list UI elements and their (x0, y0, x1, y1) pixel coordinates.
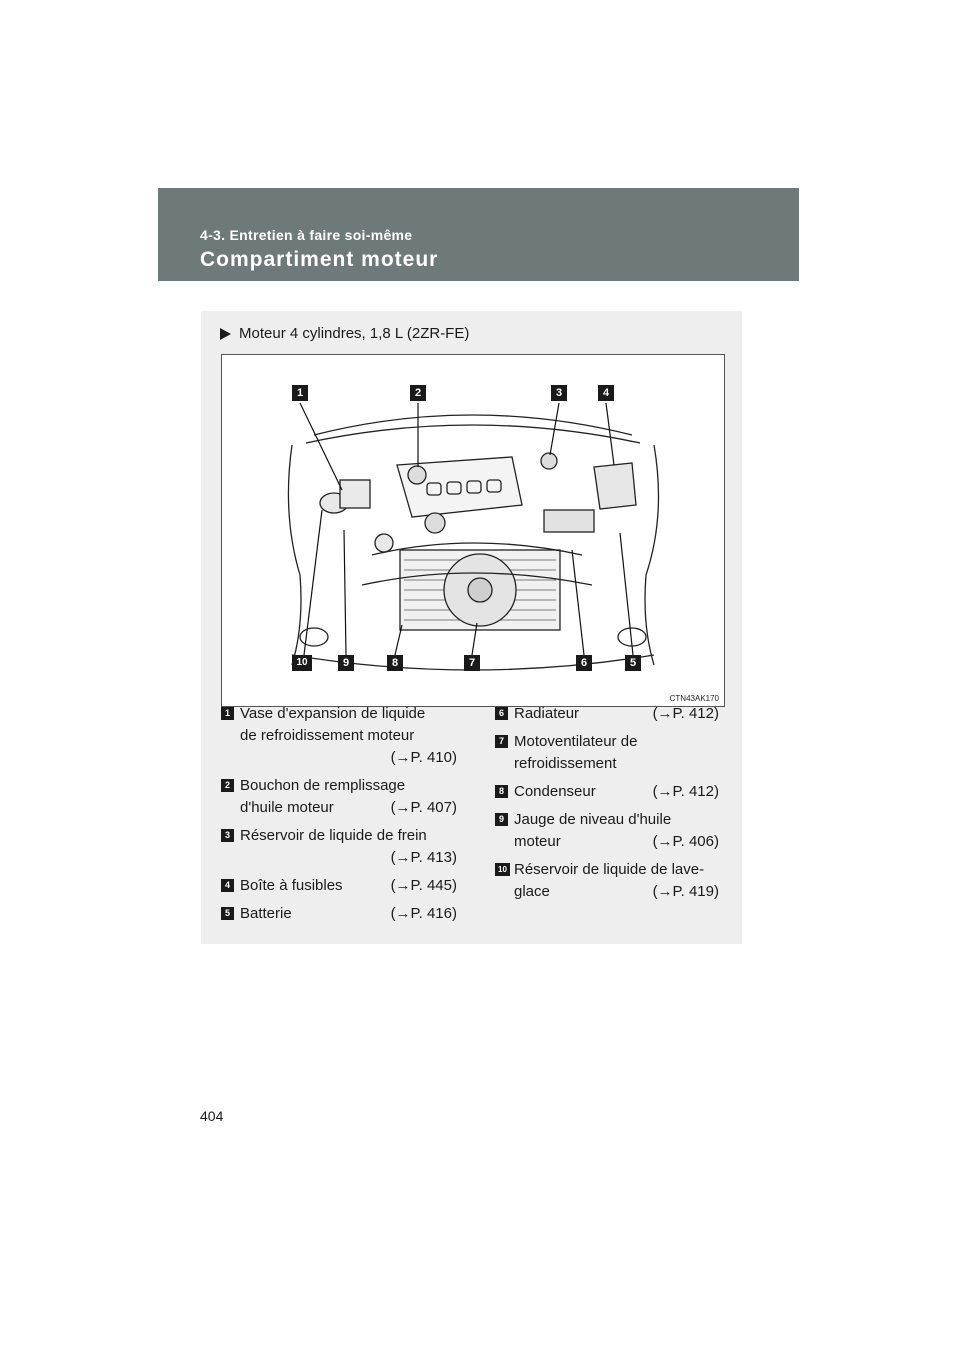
callout-7: 7 (464, 655, 480, 671)
page-reference: (→P. 416) (390, 905, 457, 922)
legend-item: 8 Condenseur (→P. 412) (495, 781, 719, 803)
engine-illustration (221, 354, 725, 707)
legend-item: 1 Vase d'expansion de liquide de refroidissement moteur (→P. 410) (221, 703, 457, 769)
engine-subtitle-text: Moteur 4 cylindres, 1,8 L (2ZR-FE) (239, 325, 470, 342)
callout-4: 4 (598, 385, 614, 401)
legend-number: 7 (495, 735, 508, 748)
legend-number: 4 (221, 879, 234, 892)
legend-number: 2 (221, 779, 234, 792)
callout-10: 10 (292, 655, 312, 671)
page-reference: (→P. 410) (390, 749, 457, 766)
legend-number: 3 (221, 829, 234, 842)
legend-item: 7 Motoventilateur de refroidissement (495, 731, 719, 775)
engine-drawing (222, 355, 724, 706)
legend-number: 10 (495, 863, 510, 876)
legend-number: 9 (495, 813, 508, 826)
callout-8: 8 (387, 655, 403, 671)
callout-6: 6 (576, 655, 592, 671)
legend-number: 8 (495, 785, 508, 798)
section-label: 4-3. Entretien à faire soi-même (200, 227, 413, 243)
legend-number: 6 (495, 707, 508, 720)
legend-number: 1 (221, 707, 234, 720)
content-panel (201, 311, 742, 944)
legend-item: 5 Batterie (→P. 416) (221, 903, 457, 925)
page-reference: (→P. 407) (390, 799, 457, 816)
callout-2: 2 (410, 385, 426, 401)
page-reference: (→P. 413) (390, 849, 457, 866)
legend-number: 5 (221, 907, 234, 920)
page-reference: (→P. 419) (652, 883, 719, 900)
triangle-bullet-icon (220, 328, 231, 340)
page-number: 404 (200, 1108, 224, 1124)
legend-item: 9 Jauge de niveau d'huile moteur (→P. 406) (495, 809, 719, 853)
page-reference: (→P. 406) (652, 833, 719, 850)
legend-item: 4 Boîte à fusibles (→P. 445) (221, 875, 457, 897)
chapter-header (158, 188, 799, 281)
callout-5: 5 (625, 655, 641, 671)
page-reference: (→P. 412) (652, 783, 719, 800)
callout-9: 9 (338, 655, 354, 671)
callout-3: 3 (551, 385, 567, 401)
legend-item: 2 Bouchon de remplissage d'huile moteur (→P. 407) (221, 775, 457, 819)
engine-subtitle (220, 325, 469, 342)
legend-item: 6 Radiateur (→P. 412) (495, 703, 719, 725)
page-reference: (→P. 412) (652, 705, 719, 722)
figure-code: CTN43AK170 (669, 694, 719, 703)
legend-column-left (221, 703, 457, 931)
legend-column-right (495, 703, 719, 909)
legend-item: 10 Réservoir de liquide de lave- glace (→P. 419) (495, 859, 719, 903)
page-title: Compartiment moteur (200, 248, 439, 271)
page-reference: (→P. 445) (390, 877, 457, 894)
callout-1: 1 (292, 385, 308, 401)
legend-item: 3 Réservoir de liquide de frein (→P. 413) (221, 825, 457, 869)
